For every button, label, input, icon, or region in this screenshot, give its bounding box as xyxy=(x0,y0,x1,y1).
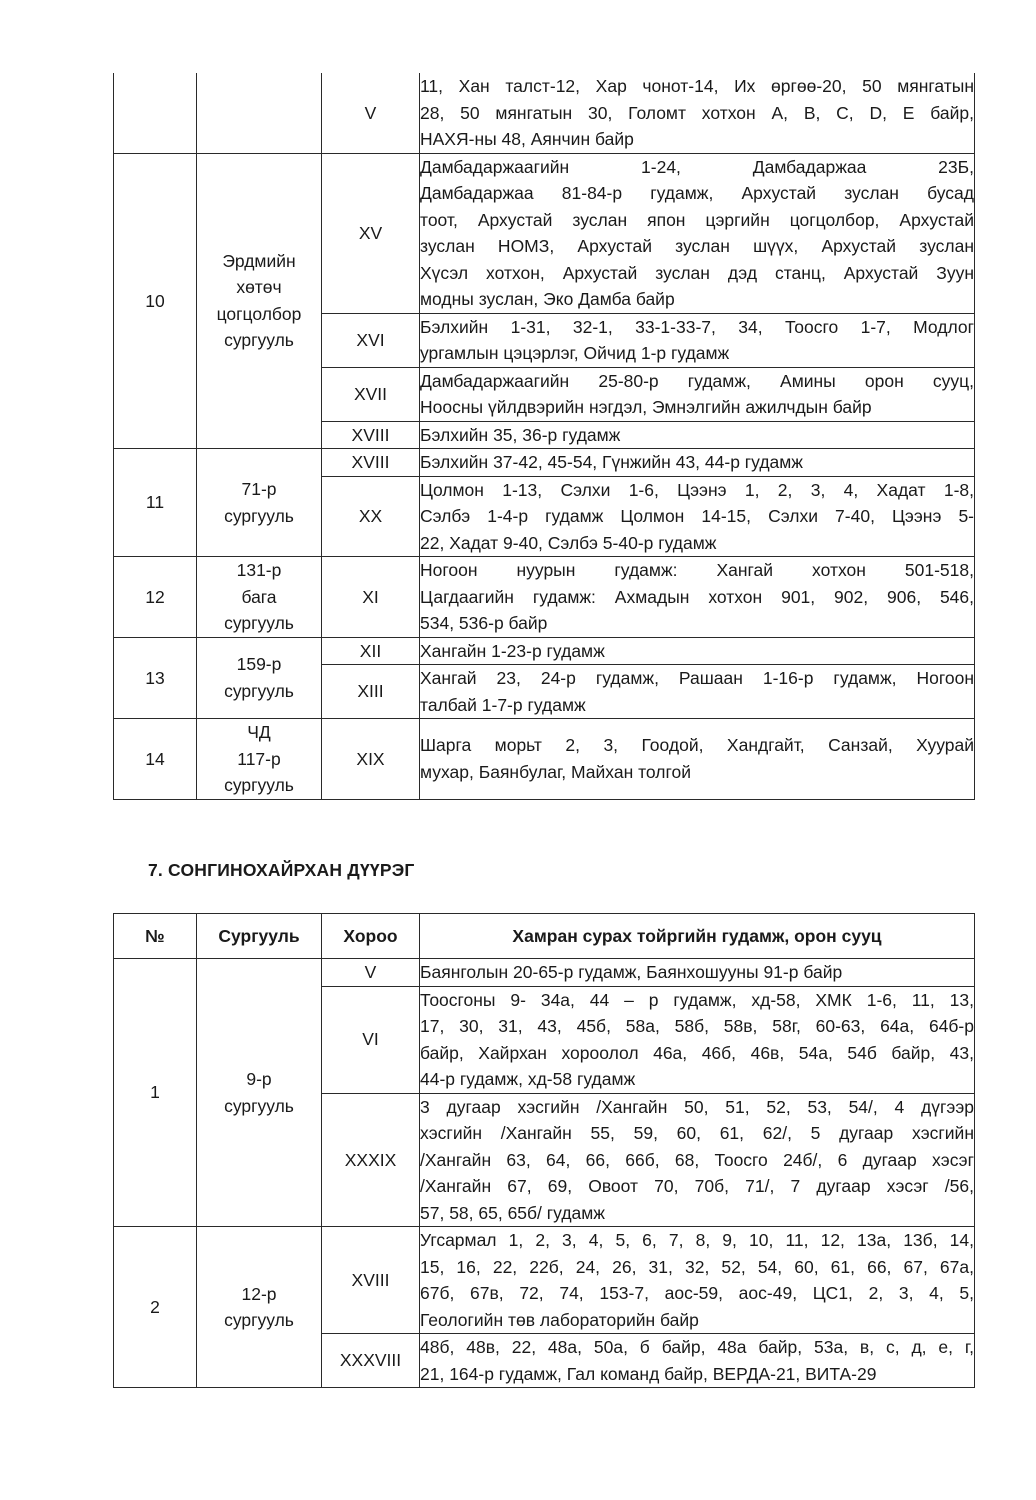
address-list xyxy=(420,959,975,987)
address-list xyxy=(420,367,975,421)
address-line: Цолмон 1-13, Сэлхи 1-6, Цээнэ 1, 2, 3, 4, Хадат 1-8, xyxy=(420,479,974,500)
table-row xyxy=(114,719,975,800)
table-row xyxy=(114,73,975,153)
address-line: 48б, 48в, 22, 48а, 50а, б байр, 48а байр, 53а, в, с, д, е, г, xyxy=(420,1337,974,1357)
address-line: Угсармал 1, 2, 3, 4, 5, 6, 7, 8, 9, 10, 11, 12, 13а, 13б, 14, xyxy=(420,1230,974,1250)
address-list xyxy=(420,557,975,638)
school-name-line: сургууль xyxy=(224,330,294,351)
row-number: 14 xyxy=(114,719,197,800)
khoroo-number: XV xyxy=(322,153,420,313)
address-list xyxy=(420,637,975,665)
row-number: 11 xyxy=(114,449,197,557)
school-name xyxy=(197,153,322,449)
address-list xyxy=(420,1227,975,1334)
address-line: Бэлхийн 1-31, 32-1, 33-1-33-7, 34, Тоосго 1-7, Модлог xyxy=(420,316,974,337)
school-name-line: ЧД xyxy=(247,722,271,742)
school-name xyxy=(197,959,322,1227)
row-number: 2 xyxy=(114,1227,197,1388)
address-line: 44-р гудамж, хд-58 гудамж xyxy=(420,1069,636,1089)
khoroo-number: XI xyxy=(322,557,420,638)
school-name-line: сургууль xyxy=(224,613,294,633)
address-line: Ногоон нуурын гудамж: Хангай хотхон 501-518, xyxy=(420,560,974,580)
address-line: 3 дугаар хэсгийн /Хангайн 50, 51, 52, 53, 54/, 4 дүгээр xyxy=(420,1096,974,1117)
address-line: Ноосны үйлдвэрийн нэгдэл, Эмнэлгийн ажилчдын байр xyxy=(420,397,872,417)
table-row xyxy=(114,959,975,987)
school-name-line: сургууль xyxy=(224,1095,294,1116)
school-name-line: 131-р xyxy=(236,560,282,580)
address-line: Хангай 23, 24-р гудамж, Рашаан 1-16-р гудамж, Ногоон xyxy=(420,668,974,688)
khoroo-number: XIX xyxy=(322,719,420,800)
address-line: 534, 536-р байр xyxy=(420,613,548,633)
khoroo-number: XVIII xyxy=(322,449,420,477)
row-number: 12 xyxy=(114,557,197,638)
row-number: 10 xyxy=(114,153,197,449)
school-name xyxy=(197,449,322,557)
address-line: 15, 16, 22, 22б, 24, 26, 31, 32, 52, 54, 60, 61, 66, 67, 67а, xyxy=(420,1256,974,1277)
address-line: Тоосгоны 9- 34а, 44 – р гудамж, хд-58, ХМК 1-6, 11, 13, xyxy=(420,989,974,1010)
address-line: 28, 50 мянгатын 30, Голомт хотхон A, B, C, D, E байр, xyxy=(420,102,974,123)
address-list xyxy=(420,1093,975,1227)
school-name-line: 159-р xyxy=(236,654,282,675)
school-name-line: 71-р xyxy=(241,479,277,499)
address-line: Геологийн төв лабораторийн байр xyxy=(420,1309,699,1330)
khoroo-number: XVI xyxy=(322,313,420,367)
address-list xyxy=(420,665,975,719)
school-name xyxy=(197,557,322,638)
khoroo-number: XVIII xyxy=(322,421,420,449)
school-name-line: сургууль xyxy=(224,775,294,795)
school-name-line: 12-р xyxy=(241,1283,277,1304)
table-row xyxy=(114,1227,975,1334)
address-list xyxy=(420,719,975,800)
address-list xyxy=(420,449,975,477)
address-line: мухар, Баянбулаг, Майхан толгой xyxy=(420,761,691,782)
address-line: ургамлын цэцэрлэг, Ойчид 1-р гудамж xyxy=(420,343,730,363)
khoroo-number: XIII xyxy=(322,665,420,719)
address-line: Хангайн 1-23-р гудамж xyxy=(420,640,605,661)
address-line: 22, Хадат 9-40, Сэлбэ 5-40-р гудамж xyxy=(420,532,717,553)
row-number: 13 xyxy=(114,637,197,719)
school-name-line: бага xyxy=(241,586,277,607)
school-name-line: хөтөч xyxy=(236,277,282,298)
address-list xyxy=(420,313,975,367)
address-list xyxy=(420,153,975,313)
table-row xyxy=(114,449,975,477)
address-line: 57, 58, 65, 65б/ гудамж xyxy=(420,1202,606,1223)
table-row xyxy=(114,557,975,638)
address-list xyxy=(420,1334,975,1388)
address-line: талбай 1-7-р гудамж xyxy=(420,694,586,715)
school-name xyxy=(197,637,322,719)
school-name-line: сургууль xyxy=(224,505,294,526)
school-name-line: Эрдмийн xyxy=(222,250,296,271)
header-khoroo: Хороо xyxy=(322,914,420,959)
header-addresses: Хамран сурах тойргийн гудамж, орон сууц xyxy=(420,914,975,959)
address-line: /Хангайн 67, 69, Овоот 70, 70б, 71/, 7 дугаар хэсэг /56, xyxy=(420,1176,974,1196)
address-line: модны зуслан, Эко Дамба байр xyxy=(420,289,675,309)
school-name-line: 9-р xyxy=(246,1069,272,1089)
address-list xyxy=(420,73,975,153)
school-name-line: 117-р xyxy=(237,748,281,769)
address-list xyxy=(420,986,975,1093)
header-school: Сургууль xyxy=(197,914,322,959)
school-name-line: сургууль xyxy=(224,1310,294,1330)
school-name-line: цогцолбор xyxy=(216,303,302,324)
khoroo-number: XII xyxy=(322,637,420,665)
section-heading: 7. СОНГИНОХАЙРХАН ДҮҮРЭГ xyxy=(148,860,415,880)
khoroo-number: VI xyxy=(322,986,420,1093)
address-line: /Хангайн 63, 64, 66, 66б, 68, Тоосго 24б/, 6 дугаар хэсэг xyxy=(420,1149,974,1170)
address-line: зуслан НОМЗ, Архустай зуслан шүүх, Архустай зуслан xyxy=(420,236,974,256)
row-number xyxy=(114,73,197,153)
khoroo-number: XVIII xyxy=(322,1227,420,1334)
address-line: Дамбадаржаагийн 1-24, Дамбадаржаа 23Б, xyxy=(420,156,974,177)
address-line: 21, 164-р гудамж, Гал команд байр, ВЕРДА-21, ВИТА-29 xyxy=(420,1363,877,1384)
address-list xyxy=(420,421,975,449)
songinokhairkhan-table xyxy=(113,913,975,1388)
school-name xyxy=(197,73,322,153)
district-table-continued xyxy=(113,73,975,800)
table-header-row xyxy=(114,914,975,959)
address-line: Баянголын 20-65-р гудамж, Баянхошууны 91-р байр xyxy=(420,962,843,982)
table-row xyxy=(114,637,975,665)
school-name-line: сургууль xyxy=(224,680,294,701)
address-line: байр, Хайрхан хороолол 46а, 46б, 46в, 54а, 54б байр, 43, xyxy=(420,1042,974,1063)
address-line: хэсгийн /Хангайн 55, 59, 60, 61, 62/, 5 дугаар хэсгийн xyxy=(420,1123,974,1143)
address-line: Бэлхийн 35, 36-р гудамж xyxy=(420,424,621,445)
address-line: Шарга морьт 2, 3, Гоодой, Хандгайт, Санзай, Хуурай xyxy=(420,735,974,756)
school-name xyxy=(197,719,322,800)
header-number: № xyxy=(114,914,197,959)
row-number: 1 xyxy=(114,959,197,1227)
address-line: Дамбадаржаагийн 25-80-р гудамж, Амины орон сууц, xyxy=(420,370,974,391)
khoroo-number: XX xyxy=(322,476,420,557)
khoroo-number: XXXIX xyxy=(322,1093,420,1227)
address-line: Цагдаагийн гудамж: Ахмадын хотхон 901, 902, 906, 546, xyxy=(420,586,974,607)
address-line: тоот, Архустай зуслан япон цэргийн цогцолбор, Архустай xyxy=(420,209,974,230)
khoroo-number: XVII xyxy=(322,367,420,421)
address-line: 67б, 67в, 72, 74, 153-7, аос-59, аос-49, ЦС1, 2, 3, 4, 5, xyxy=(420,1283,974,1303)
khoroo-number: V xyxy=(322,73,420,153)
address-line: 17, 30, 31, 43, 45б, 58а, 58б, 58в, 58г, 60-63, 64а, 64б-р xyxy=(420,1016,974,1036)
address-line: НАХЯ-ны 48, Аянчин байр xyxy=(420,129,634,149)
address-line: Сэлбэ 1-4-р гудамж Цолмон 14-15, Сэлхи 7-40, Цээнэ 5- xyxy=(420,506,974,526)
school-name xyxy=(197,1227,322,1388)
address-list xyxy=(420,476,975,557)
address-line: Хүсэл хотхон, Архустай зуслан дэд станц, Архустай Зуун xyxy=(420,262,974,283)
khoroo-number: V xyxy=(322,959,420,987)
khoroo-number: XXXVIII xyxy=(322,1334,420,1388)
table-row xyxy=(114,153,975,313)
address-line: Дамбадаржаа 81-84-р гудамж, Архустай зуслан бусад xyxy=(420,183,974,203)
address-line: Бэлхийн 37-42, 45-54, Гүнжийн 43, 44-р гудамж xyxy=(420,452,804,472)
address-line: 11, Хан талст-12, Хар чонот-14, Их өргөө-20, 50 мянгатын xyxy=(420,76,974,96)
